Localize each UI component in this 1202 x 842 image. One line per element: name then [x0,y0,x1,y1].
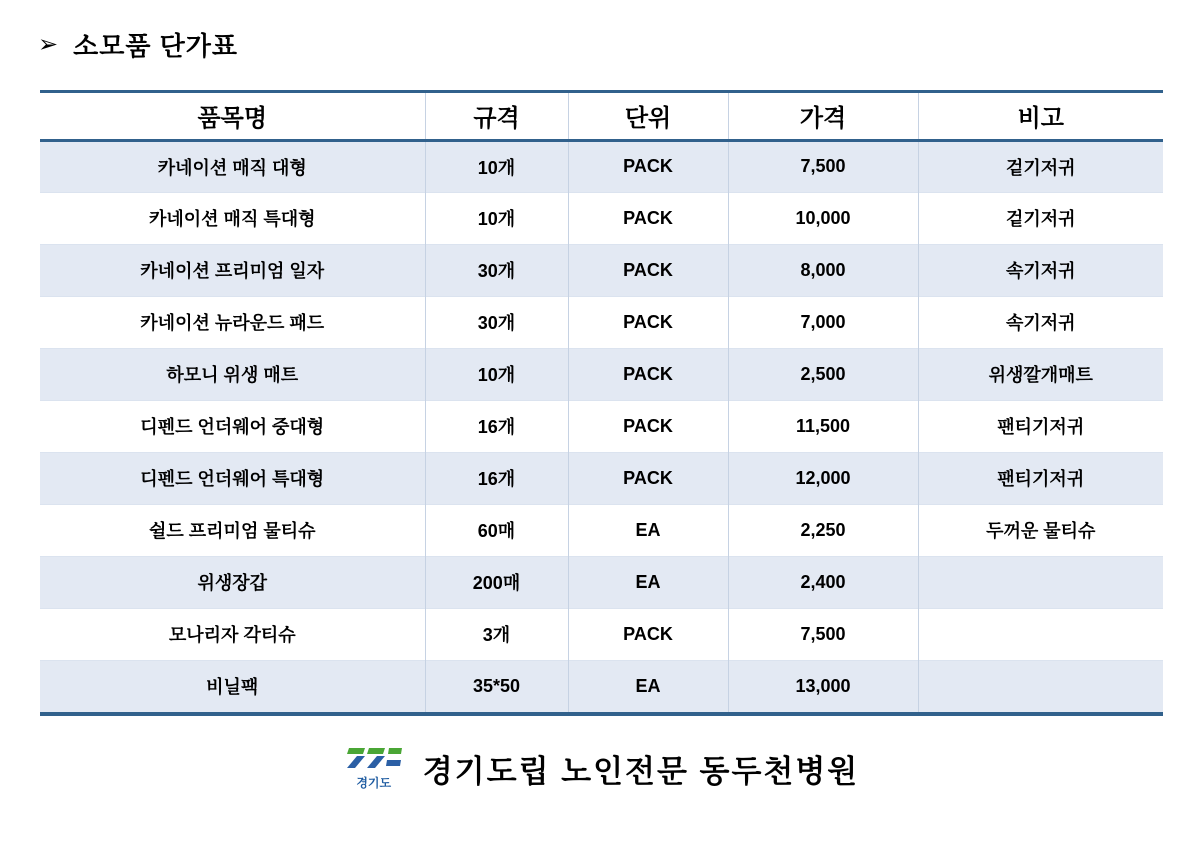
gyeonggi-logo-label: 경기도 [356,775,392,790]
page-title-text: 소모품 단가표 [73,31,239,61]
cell-spec: 30개 [425,296,568,348]
cell-note [918,660,1163,712]
price-table [40,93,1163,712]
table-header-row [40,93,1163,140]
cell-note [918,608,1163,660]
cell-spec: 16개 [425,452,568,504]
table-row [40,504,1163,556]
cell-unit: PACK [568,452,728,504]
cell-price: 12,000 [728,452,918,504]
cell-item: 카네이션 매직 특대형 [40,192,425,244]
cell-unit: EA [568,504,728,556]
cell-price: 13,000 [728,660,918,712]
table-body [40,140,1163,712]
cell-unit: EA [568,556,728,608]
cell-spec: 35*50 [425,660,568,712]
cell-note: 겉기저귀 [918,192,1163,244]
table-row [40,608,1163,660]
cell-note: 속기저귀 [918,244,1163,296]
table-row [40,348,1163,400]
column-header-unit: 단위 [568,93,728,140]
cell-unit: PACK [568,140,728,192]
cell-note: 팬티기저귀 [918,452,1163,504]
gyeonggi-logo-icon [345,747,403,773]
cell-unit: PACK [568,608,728,660]
cell-spec: 3개 [425,608,568,660]
cell-item: 위생장갑 [40,556,425,608]
table-row [40,296,1163,348]
cell-note: 두꺼운 물티슈 [918,504,1163,556]
cell-price: 10,000 [728,192,918,244]
cell-unit: PACK [568,400,728,452]
table-row [40,192,1163,244]
cell-price: 7,500 [728,140,918,192]
footer [0,746,1202,791]
column-header-spec: 규격 [425,93,568,140]
cell-note: 팬티기저귀 [918,400,1163,452]
cell-item: 카네이션 프리미엄 일자 [40,244,425,296]
cell-spec: 16개 [425,400,568,452]
table-row [40,660,1163,712]
cell-price: 2,250 [728,504,918,556]
page-title [38,26,238,63]
cell-unit: PACK [568,348,728,400]
gyeonggi-logo [343,747,405,791]
cell-unit: PACK [568,296,728,348]
column-header-note: 비고 [918,93,1163,140]
cell-price: 2,400 [728,556,918,608]
cell-spec: 200매 [425,556,568,608]
cell-item: 모나리자 각티슈 [40,608,425,660]
cell-unit: PACK [568,192,728,244]
cell-item: 디펜드 언더웨어 중대형 [40,400,425,452]
cell-spec: 30개 [425,244,568,296]
price-table-container [40,90,1163,716]
cell-price: 8,000 [728,244,918,296]
table-row [40,140,1163,192]
column-header-item: 품목명 [40,93,425,140]
cell-price: 7,000 [728,296,918,348]
cell-price: 7,500 [728,608,918,660]
table-row [40,452,1163,504]
cell-unit: PACK [568,244,728,296]
cell-price: 11,500 [728,400,918,452]
cell-spec: 10개 [425,192,568,244]
cell-item: 디펜드 언더웨어 특대형 [40,452,425,504]
cell-note: 위생깔개매트 [918,348,1163,400]
cell-spec: 60매 [425,504,568,556]
cell-unit: EA [568,660,728,712]
cell-item: 하모니 위생 매트 [40,348,425,400]
cell-item: 카네이션 매직 대형 [157,157,307,178]
arrow-bullet-icon: ➢ [38,31,60,58]
cell-note: 겉기저귀 [918,140,1163,192]
column-header-price: 가격 [728,93,918,140]
cell-item: 쉴드 프리미엄 물티슈 [40,504,425,556]
table-row [40,400,1163,452]
cell-note: 속기저귀 [918,296,1163,348]
hospital-name: 경기도립 노인전문 동두천병원 [422,754,860,789]
cell-item: 카네이션 뉴라운드 패드 [40,296,425,348]
table-row [40,244,1163,296]
cell-price: 2,500 [728,348,918,400]
cell-spec: 10개 [425,140,568,192]
cell-note [918,556,1163,608]
cell-spec: 10개 [425,348,568,400]
table-row [40,556,1163,608]
cell-item: 비닐팩 [40,660,425,712]
